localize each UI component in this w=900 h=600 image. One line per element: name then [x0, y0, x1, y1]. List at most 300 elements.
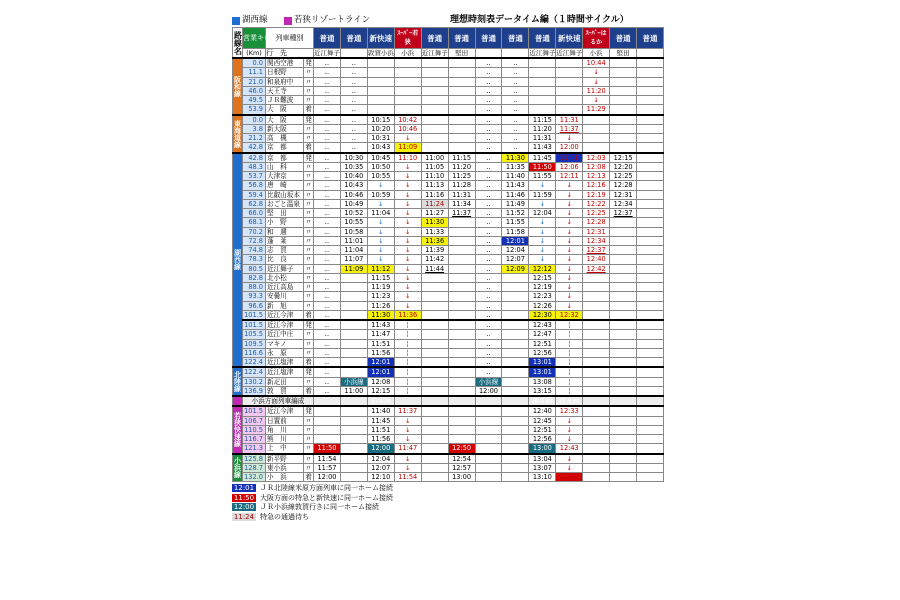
time-cell: ‥ [502, 134, 529, 143]
time-cell [448, 273, 475, 282]
time-cell: 12:04 [529, 209, 556, 218]
time-cell: ↓ [367, 199, 394, 208]
time-cell: 11:30 [367, 310, 394, 320]
table-row [233, 227, 664, 236]
table-row [233, 292, 664, 301]
time-cell: ¦ [394, 348, 421, 357]
time-cell: 12:56 [529, 435, 556, 444]
table-row [233, 473, 664, 482]
time-cell: 12:11 [556, 172, 583, 181]
time-cell [340, 292, 367, 301]
time-cell [448, 406, 475, 416]
time-cell: ‥ [314, 143, 341, 153]
table-row [233, 172, 664, 181]
time-cell: ‥ [475, 218, 502, 227]
time-cell: 11:58 [502, 227, 529, 236]
time-cell [610, 86, 637, 95]
time-cell [637, 425, 664, 434]
time-cell: ‥ [340, 124, 367, 133]
time-cell: 12:01 [367, 358, 394, 368]
time-cell [448, 339, 475, 348]
time-cell [610, 473, 637, 482]
time-cell [421, 143, 448, 153]
table-row [233, 463, 664, 472]
legend-swatch-icon [232, 17, 240, 25]
time-cell: ‥ [475, 367, 502, 377]
station-name: 新 旭 [266, 301, 304, 310]
time-cell [610, 227, 637, 236]
time-cell: ↓ [394, 190, 421, 199]
line-name-cell: 湖西線 [233, 153, 243, 368]
header-train-dest: 近江舞子 [556, 49, 583, 57]
time-cell [637, 153, 664, 163]
time-cell: 11:44 [421, 264, 448, 273]
time-cell: 12:07 [367, 463, 394, 472]
station-name: 日根野 [266, 68, 304, 77]
time-cell [502, 339, 529, 348]
legend-wakasa [284, 14, 370, 27]
time-cell: ↓ [394, 134, 421, 143]
time-cell: 12:01 [367, 367, 394, 377]
arr-dep-mark: 発 [305, 407, 312, 416]
arr-dep-mark: 〃 [305, 273, 312, 282]
time-cell: 12:15 [367, 386, 394, 396]
station-name: 日置前 [266, 416, 304, 425]
header-km-label: 営業キロ [243, 34, 271, 42]
time-cell: 12:25 [610, 172, 637, 181]
header-train-type: 普通 [421, 28, 448, 49]
time-cell [610, 68, 637, 77]
time-cell [340, 273, 367, 282]
time-cell: ↓ [556, 416, 583, 425]
time-cell: 11:36 [421, 236, 448, 245]
time-cell: 13:15 [529, 386, 556, 396]
table-row [233, 199, 664, 208]
time-cell: ‥ [475, 246, 502, 255]
table-row [233, 86, 664, 95]
time-cell: 10:42 [394, 115, 421, 125]
time-cell [583, 386, 610, 396]
time-cell: ↓ [556, 246, 583, 255]
time-cell: 11:28 [448, 181, 475, 190]
time-cell [637, 435, 664, 444]
time-cell: ‥ [314, 209, 341, 218]
header-type: 列車種別 [266, 28, 314, 49]
arr-dep-mark: 〃 [305, 172, 312, 181]
time-cell: ‥ [314, 255, 341, 264]
header-train-dest: 近江舞子 [314, 49, 340, 57]
time-cell: 12:19 [583, 190, 610, 199]
km-cell: 62.8 [243, 199, 266, 208]
band-cell: 前４両 [367, 396, 394, 406]
time-cell [583, 406, 610, 416]
header-train-dest: 堅田 [610, 49, 637, 59]
time-cell: ‥ [314, 283, 341, 292]
km-cell: 46.0 [243, 86, 266, 95]
km-cell: 106.7 [243, 416, 266, 425]
time-cell: ↓ [556, 463, 583, 472]
time-cell: 12:20 [610, 162, 637, 171]
time-cell: ↓ [394, 435, 421, 444]
time-cell [394, 86, 421, 95]
table-row [233, 444, 664, 454]
time-cell [394, 77, 421, 86]
line-name-cell: 北陸線 [233, 367, 243, 396]
time-cell: 11:46 [502, 190, 529, 199]
time-cell: ‥ [314, 115, 341, 125]
time-cell: ‥ [502, 77, 529, 86]
time-cell: ↓ [556, 209, 583, 218]
time-cell: ‥ [475, 181, 502, 190]
time-cell [502, 386, 529, 396]
time-cell: ↓ [556, 199, 583, 208]
km-cell: 42.8 [243, 153, 266, 163]
time-cell: ¦ [556, 348, 583, 357]
station-name: 近江塩津 [266, 367, 304, 377]
time-cell [556, 96, 583, 105]
arr-dep-mark: 〃 [305, 348, 312, 357]
time-cell [502, 463, 529, 472]
arr-dep-mark: 〃 [305, 162, 312, 171]
time-cell [421, 105, 448, 115]
time-cell: ↓ [367, 236, 394, 245]
time-cell: 12:51 [529, 339, 556, 348]
time-cell: ‥ [314, 68, 341, 77]
table-row [233, 96, 664, 105]
header-train-dest: 小浜 [583, 49, 610, 59]
table-row [233, 425, 664, 434]
time-cell [583, 320, 610, 330]
time-cell: ↓ [583, 96, 610, 105]
time-cell [448, 68, 475, 77]
time-cell: ‥ [340, 58, 367, 68]
line-name-cell: 小浜線 [233, 454, 243, 482]
time-cell [502, 444, 529, 454]
time-cell: ↓ [394, 264, 421, 273]
time-cell [556, 86, 583, 95]
time-cell: 12:31 [610, 190, 637, 199]
time-cell: 10:35 [340, 162, 367, 171]
time-cell: ¦ [556, 367, 583, 377]
time-cell [637, 209, 664, 218]
time-cell: ‥ [475, 105, 502, 115]
arr-dep-mark: 〃 [305, 377, 312, 386]
time-cell: 11:00 [340, 386, 367, 396]
time-cell: ‥ [502, 143, 529, 153]
time-cell: 11:55 [502, 218, 529, 227]
time-cell [340, 473, 367, 482]
time-cell: 12:40 [529, 406, 556, 416]
top-row [232, 14, 664, 27]
header-train-type: 普通 [529, 28, 556, 49]
station-name: 近江今津 [266, 310, 304, 320]
time-cell [421, 377, 448, 386]
time-cell: 11:50 [529, 162, 556, 171]
time-cell [529, 77, 556, 86]
arr-dep-mark: 〃 [305, 96, 312, 105]
time-cell [610, 218, 637, 227]
time-cell: ‥ [475, 68, 502, 77]
time-cell: ‥ [314, 292, 341, 301]
time-cell: ‥ [314, 96, 341, 105]
note-time: 12:00 [233, 503, 255, 511]
time-cell: ‥ [475, 143, 502, 153]
time-cell: 12:06 [556, 162, 583, 171]
km-cell: 105.5 [243, 330, 266, 339]
km-cell: 93.3 [243, 292, 266, 301]
note-text: ＪＲ小浜線敦賀行きに同一ホーム接続 [260, 503, 379, 511]
time-cell: 12:34 [583, 236, 610, 245]
station-name: ＪＲ難波 [266, 96, 304, 105]
time-cell: 11:13 [421, 181, 448, 190]
time-cell: 12:13 [583, 172, 610, 181]
km-cell: 21.2 [243, 134, 266, 143]
station-name: 関西空港 [266, 58, 304, 68]
time-cell: ↓ [367, 246, 394, 255]
km-cell: 68.1 [243, 218, 266, 227]
time-cell: ↓ [556, 264, 583, 273]
time-cell: 12:50 [556, 473, 583, 482]
header-train-type: ｽｰﾊﾟｰ若狭 [394, 28, 421, 49]
time-cell [637, 124, 664, 133]
arr-dep-mark: 着 [305, 473, 312, 482]
time-cell [502, 406, 529, 416]
km-cell: 132.0 [243, 473, 266, 482]
time-cell [448, 358, 475, 368]
time-cell: ‥ [314, 199, 341, 208]
time-cell: 11:31 [529, 134, 556, 143]
time-cell [421, 310, 448, 320]
time-cell: ↓ [367, 255, 394, 264]
legend-kosei-label: 湖西線 [242, 15, 268, 25]
table-row [233, 310, 664, 320]
time-cell [421, 386, 448, 396]
time-cell: ‥ [314, 134, 341, 143]
header-train-type: 新快速 [556, 28, 583, 49]
legend-swatch-icon [284, 17, 292, 25]
time-cell: ‥ [475, 292, 502, 301]
time-cell: 12:32 [556, 310, 583, 320]
time-cell [421, 292, 448, 301]
station-name: 京 都 [266, 153, 304, 163]
time-cell [637, 199, 664, 208]
time-cell: ‥ [340, 77, 367, 86]
header-train-dest: 堅田 [448, 49, 475, 59]
time-cell: ¦ [394, 320, 421, 330]
time-cell [448, 435, 475, 444]
time-cell: ↓ [583, 68, 610, 77]
km-cell: 128.7 [243, 463, 266, 472]
time-cell [529, 86, 556, 95]
time-cell: 12:31 [583, 227, 610, 236]
time-cell [340, 425, 367, 434]
time-cell: 12:04 [502, 246, 529, 255]
time-cell [637, 162, 664, 171]
time-cell [637, 134, 664, 143]
km-cell: 0.0 [243, 58, 266, 68]
time-cell: ↓ [394, 172, 421, 181]
arr-dep-mark: 〃 [305, 77, 312, 86]
table-row [233, 190, 664, 199]
time-cell: 12:28 [583, 218, 610, 227]
time-cell [637, 246, 664, 255]
arr-dep-mark: 着 [305, 386, 312, 395]
time-cell: 10:59 [367, 190, 394, 199]
time-cell: 11:25 [448, 172, 475, 181]
time-cell: 10:15 [367, 115, 394, 125]
km-cell: 125.8 [243, 454, 266, 464]
time-cell: 11:56 [367, 348, 394, 357]
time-cell: ↓ [556, 301, 583, 310]
arr-dep-mark: 発 [305, 115, 312, 124]
time-cell: 11:59 [529, 190, 556, 199]
time-cell: ‥ [475, 227, 502, 236]
time-cell: 12:22 [583, 199, 610, 208]
time-cell: ‥ [340, 68, 367, 77]
time-cell: 11:42 [421, 255, 448, 264]
time-cell [448, 310, 475, 320]
time-cell [502, 348, 529, 357]
time-cell: 13:01 [529, 367, 556, 377]
time-cell [637, 406, 664, 416]
time-cell: 12:09 [502, 264, 529, 273]
time-cell [637, 172, 664, 181]
header-train-dest: 敦賀小浜 [367, 49, 394, 57]
header-train-dest [340, 49, 367, 59]
band-cell [421, 396, 448, 406]
station-name: 比 良 [266, 255, 304, 264]
time-cell: ‥ [475, 358, 502, 368]
time-cell [637, 473, 664, 482]
time-cell: ↓ [394, 162, 421, 171]
time-cell [340, 406, 367, 416]
time-cell: ↓ [529, 218, 556, 227]
station-name: 蓬 莱 [266, 236, 304, 245]
time-cell: 12:00 [475, 386, 502, 396]
time-cell: 12:04 [367, 454, 394, 464]
time-cell: ‥ [314, 58, 341, 68]
time-cell [421, 301, 448, 310]
time-cell: 11:50 [314, 444, 341, 454]
time-cell: 11:57 [314, 463, 341, 472]
time-cell [475, 454, 502, 464]
time-cell [610, 339, 637, 348]
time-cell: ↓ [394, 255, 421, 264]
time-cell: ‥ [314, 236, 341, 245]
time-cell [367, 77, 394, 86]
time-cell: 12:57 [448, 463, 475, 472]
header-row-type [233, 28, 664, 49]
time-cell: 10:30 [340, 153, 367, 163]
time-cell: ‥ [475, 86, 502, 95]
time-cell: 12:43 [529, 320, 556, 330]
note-text: 特急の通過待ち [260, 512, 309, 521]
time-cell: ↓ [394, 416, 421, 425]
time-cell: ‥ [314, 246, 341, 255]
time-cell [340, 348, 367, 357]
time-cell [394, 105, 421, 115]
time-cell: 12:34 [610, 199, 637, 208]
time-cell: ↓ [556, 227, 583, 236]
time-cell [475, 406, 502, 416]
time-cell [637, 339, 664, 348]
table-row [233, 246, 664, 255]
table-row [233, 77, 664, 86]
table-row [233, 68, 664, 77]
time-cell [610, 264, 637, 273]
time-cell: 11:30 [421, 218, 448, 227]
km-cell: 74.8 [243, 246, 266, 255]
time-cell: ↓ [367, 218, 394, 227]
time-cell: 11:37 [448, 209, 475, 218]
time-cell [340, 358, 367, 368]
time-cell: ↓ [529, 181, 556, 190]
table-row [233, 406, 664, 416]
station-name: 北小松 [266, 273, 304, 282]
time-cell: ‥ [314, 86, 341, 95]
table-row [233, 320, 664, 330]
time-cell [637, 264, 664, 273]
time-cell [475, 435, 502, 444]
band-cell: 前６両 [556, 396, 583, 406]
time-cell [637, 273, 664, 282]
arr-dep-mark: 〃 [305, 246, 312, 255]
time-cell: ↓ [556, 435, 583, 444]
band-cell [475, 396, 502, 406]
time-cell [340, 310, 367, 320]
arr-dep-mark: 着 [305, 105, 312, 114]
km-cell: 110.5 [243, 425, 266, 434]
time-cell [314, 425, 341, 434]
header-train-dest: 小浜 [394, 49, 421, 59]
time-cell: ↓ [394, 181, 421, 190]
time-cell [610, 454, 637, 464]
time-cell [475, 444, 502, 454]
station-name: 近江中庄 [266, 330, 304, 339]
time-cell [421, 367, 448, 377]
time-cell [637, 330, 664, 339]
km-cell: 101.5 [243, 406, 266, 416]
km-cell: 101.5 [243, 320, 266, 330]
km-cell: 3.8 [243, 124, 266, 133]
time-cell: 11:40 [502, 172, 529, 181]
time-cell: ↓ [556, 425, 583, 434]
time-cell: 12:16 [583, 181, 610, 190]
time-cell: ¦ [556, 330, 583, 339]
arr-dep-mark: 〃 [305, 292, 312, 301]
time-cell: 11:23 [367, 292, 394, 301]
time-cell: ‥ [475, 115, 502, 125]
table-row [233, 264, 664, 273]
time-cell: ↓ [394, 425, 421, 434]
time-cell [340, 283, 367, 292]
time-cell: ¦ [556, 339, 583, 348]
time-cell: ‥ [475, 199, 502, 208]
km-cell: 59.4 [243, 190, 266, 199]
km-cell: 72.8 [243, 236, 266, 245]
time-cell [448, 227, 475, 236]
station-name: 敦 賀 [266, 386, 304, 396]
km-cell: 70.2 [243, 227, 266, 236]
table-row [233, 339, 664, 348]
time-cell [610, 330, 637, 339]
time-cell: 13:10 [529, 473, 556, 482]
time-cell: ‥ [475, 339, 502, 348]
km-cell: 82.8 [243, 273, 266, 282]
time-cell [367, 68, 394, 77]
header-train-type: 普通 [502, 28, 529, 49]
time-cell: 12:43 [556, 444, 583, 454]
